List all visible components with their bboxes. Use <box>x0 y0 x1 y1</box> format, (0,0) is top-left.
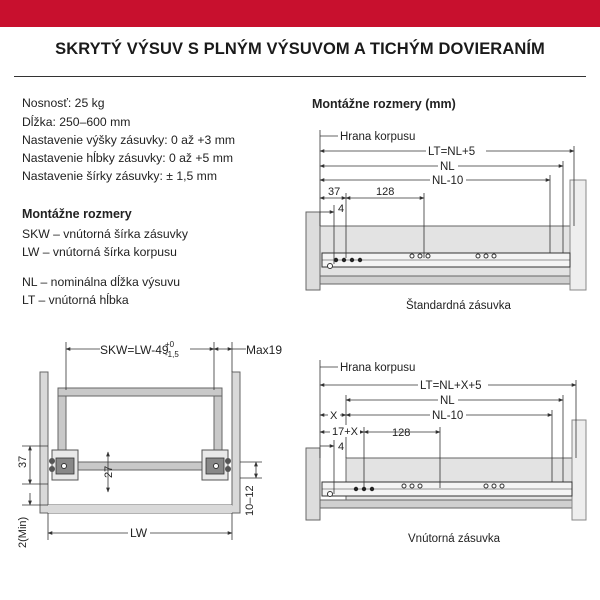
inner-lt-label: LT=NL+X+5 <box>420 380 482 392</box>
lw-label: LW <box>130 526 148 540</box>
dim-2min-label: 2(Min) <box>17 516 29 548</box>
max-label: Max19 <box>246 343 283 357</box>
inner-caption: Vnútorná zásuvka <box>408 533 501 545</box>
dim-10-12-label: 10–12 <box>244 485 256 516</box>
legend-skw: SKW – vnútorná šírka zásuvky <box>22 227 188 241</box>
std-dim-128: 128 <box>376 186 395 198</box>
mounting-heading: Montážne rozmery (mm) <box>312 97 456 111</box>
std-edge-label: Hrana korpusu <box>340 131 416 143</box>
spec-depth-adjust: Nastavenie hĺbky zásuvky: 0 až +5 mm <box>22 151 234 165</box>
dim-37-label: 37 <box>17 455 29 468</box>
page-title: SKRYTÝ VÝSUV S PLNÝM VÝSUVOM A TICHÝM DOVIERANÍM <box>55 40 545 58</box>
skw-tol-minus: -1,5 <box>165 350 179 359</box>
std-dim-4: 4 <box>338 203 345 215</box>
inner-dim-17x: 17+X <box>332 426 358 438</box>
inner-edge-label: Hrana korpusu <box>340 362 416 374</box>
legend-nl: NL – nominálna dĺžka výsuvu <box>22 275 181 289</box>
std-nl10-label: NL-10 <box>432 175 464 187</box>
std-dim-37: 37 <box>328 186 341 198</box>
legend-heading: Montážne rozmery <box>22 207 132 221</box>
std-lt-label: LT=NL+5 <box>428 146 476 158</box>
spec-load: Nosnosť: 25 kg <box>22 96 105 110</box>
legend-lw: LW – vnútorná šírka korpusu <box>22 245 177 259</box>
inner-dim-4: 4 <box>338 441 345 453</box>
spec-width-adjust: Nastavenie šírky zásuvky: ± 1,5 mm <box>22 169 217 183</box>
spec-length: Dĺžka: 250–600 mm <box>22 115 131 129</box>
dim-27-label: 27 <box>103 465 115 478</box>
inner-nl-label: NL <box>440 395 455 407</box>
spec-height-adjust: Nastavenie výšky zásuvky: 0 až +3 mm <box>22 133 236 147</box>
skw-label: SKW=LW-49 <box>100 343 169 357</box>
inner-dim-128: 128 <box>392 427 411 439</box>
std-nl-label: NL <box>440 161 455 173</box>
standard-caption: Štandardná zásuvka <box>406 300 511 312</box>
skw-tol-plus: +0 <box>165 340 175 349</box>
inner-x-label: X <box>330 410 338 422</box>
inner-nl10-label: NL-10 <box>432 410 464 422</box>
legend-lt: LT – vnútorná hĺbka <box>22 293 129 307</box>
